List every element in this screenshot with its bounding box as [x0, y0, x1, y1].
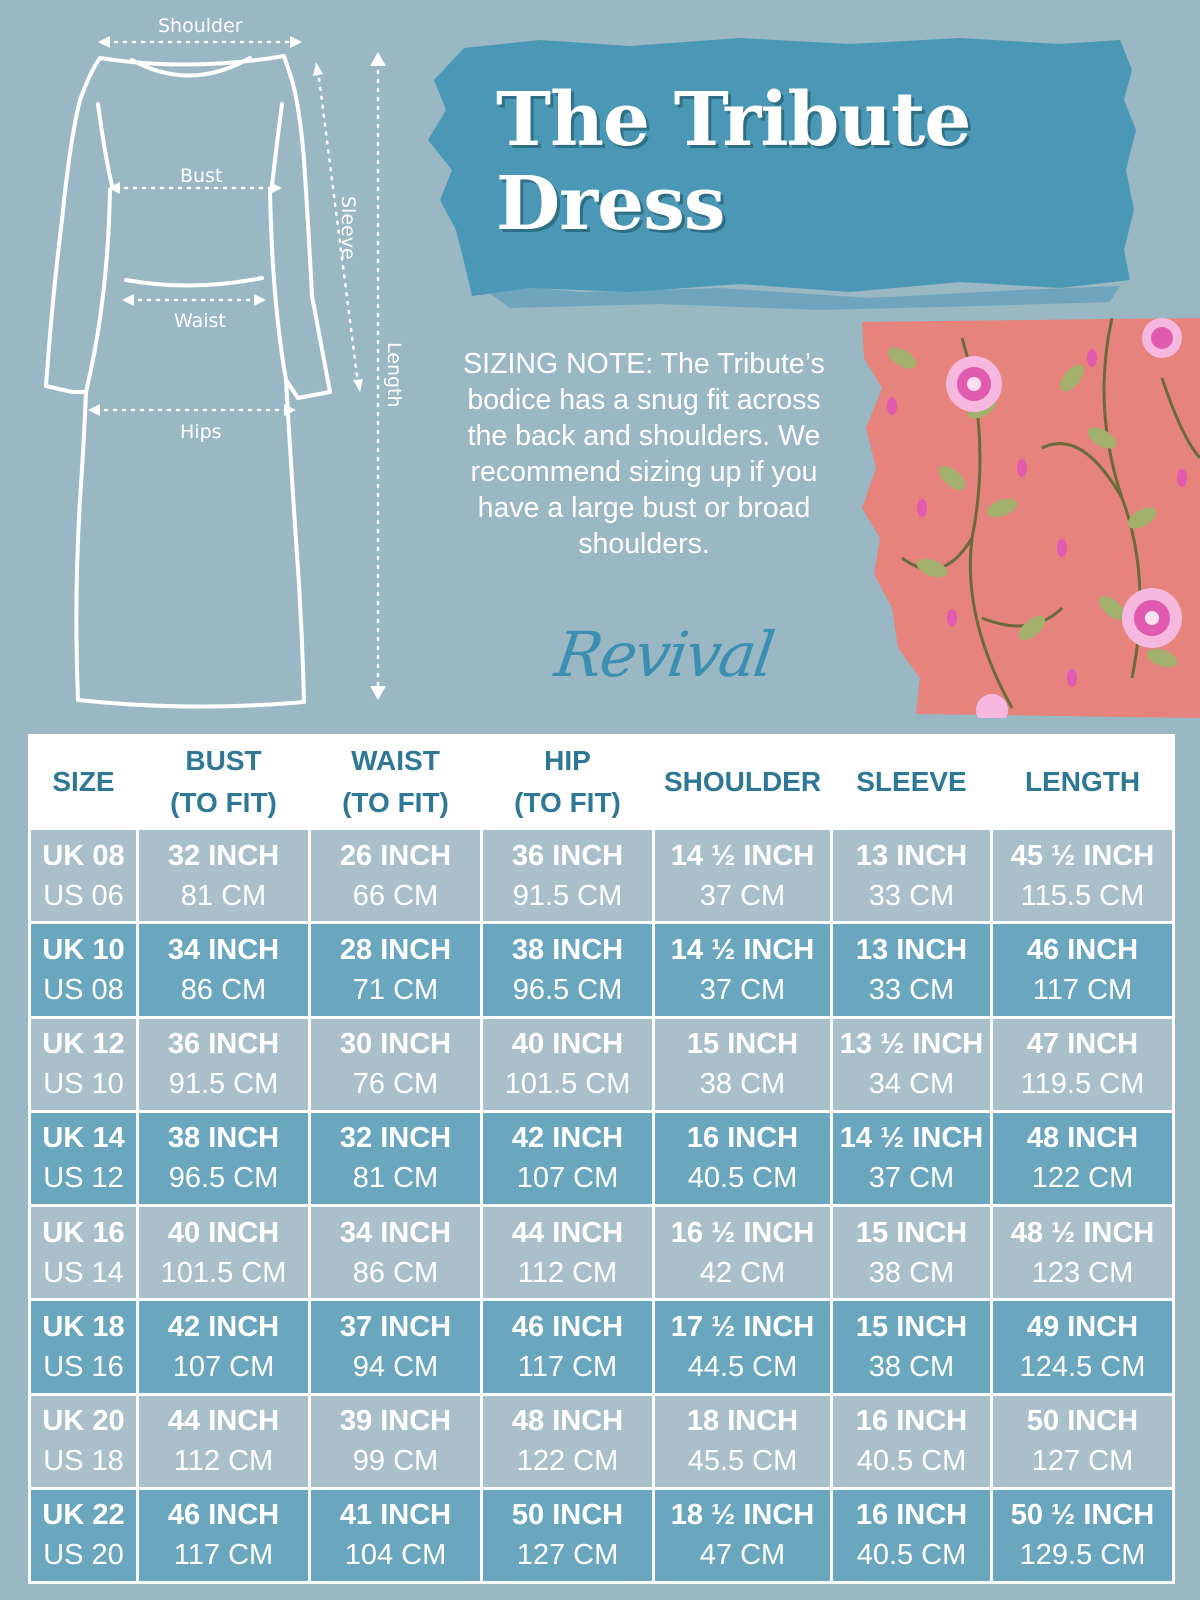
hip-header — [482, 736, 654, 829]
waist-cm: 76 CM — [352, 1068, 439, 1101]
length-cell — [992, 1206, 1174, 1300]
hip-cm: 122 CM — [516, 1445, 619, 1478]
sleeve-inch: 13 INCH — [855, 839, 968, 872]
sleeve-cm: 40.5 CM — [856, 1539, 967, 1572]
sleeve-cm: 40.5 CM — [856, 1445, 967, 1478]
shoulder-inch: 15 INCH — [686, 1028, 799, 1061]
length-cell — [992, 1111, 1174, 1205]
shoulder-cm: 44.5 CM — [687, 1350, 798, 1383]
header-label: SHOULDER — [663, 766, 822, 797]
table-body — [30, 829, 1174, 1583]
waist-cell — [310, 1111, 482, 1205]
bust-cm: 112 CM — [173, 1445, 274, 1478]
waist-cell — [310, 1206, 482, 1300]
header-label: WAIST — [351, 745, 440, 776]
right-armhole — [272, 104, 282, 186]
shoulder-inch: 16 ½ INCH — [670, 1216, 815, 1249]
length-cm: 115.5 CM — [1020, 879, 1145, 912]
length-cell — [992, 1394, 1174, 1488]
sleeve-cm: 34 CM — [868, 1068, 955, 1101]
length-cm: 129.5 CM — [1019, 1539, 1146, 1572]
header-label: (TO FIT) — [170, 787, 277, 818]
waist-label: Waist — [174, 310, 226, 332]
sleeve-cell — [832, 1206, 992, 1300]
table-row — [30, 829, 1174, 923]
sleeve-cm: 37 CM — [868, 1162, 955, 1195]
waist-inch: 26 INCH — [339, 839, 452, 872]
hip-inch: 50 INCH — [511, 1499, 624, 1532]
bust-inch: 40 INCH — [167, 1216, 280, 1249]
hip-cm: 107 CM — [516, 1162, 619, 1195]
header-label: SLEEVE — [856, 766, 967, 797]
hip-cell — [482, 1488, 654, 1582]
bust-label: Bust — [180, 165, 223, 187]
length-inch: 48 INCH — [1026, 1122, 1139, 1155]
bust-inch: 32 INCH — [167, 839, 280, 872]
sleeve-cell — [832, 829, 992, 923]
hip-cell — [482, 1017, 654, 1111]
length-label: Length — [383, 342, 405, 408]
hip-cell — [482, 829, 654, 923]
bust-cm: 91.5 CM — [168, 1068, 279, 1101]
shoulder-cm: 37 CM — [699, 973, 786, 1006]
sleeve-cell — [832, 923, 992, 1017]
hip-cm: 112 CM — [517, 1256, 618, 1289]
length-inch: 47 INCH — [1026, 1028, 1139, 1061]
header-label: HIP — [544, 745, 591, 776]
hip-inch: 38 INCH — [511, 933, 624, 966]
bust-inch: 42 INCH — [167, 1310, 280, 1343]
size-us: US 16 — [43, 1350, 124, 1383]
size-uk: UK 08 — [42, 839, 125, 872]
sleeve-inch: 13 INCH — [855, 933, 968, 966]
shoulder-inch: 16 INCH — [686, 1122, 799, 1155]
hip-inch: 42 INCH — [511, 1122, 624, 1155]
shoulder-cell — [654, 1206, 832, 1300]
bust-cm: 96.5 CM — [168, 1162, 279, 1195]
bust-inch: 36 INCH — [167, 1028, 280, 1061]
bust-cell — [138, 1206, 310, 1300]
size-cell — [30, 829, 138, 923]
hip-cm: 91.5 CM — [512, 879, 623, 912]
waist-inch: 37 INCH — [339, 1310, 452, 1343]
shoulder-inch: 14 ½ INCH — [670, 839, 815, 872]
size-uk: UK 16 — [42, 1216, 125, 1249]
shoulder-inch: 17 ½ INCH — [670, 1310, 815, 1343]
left-sleeve-inner — [86, 190, 110, 392]
hip-cm: 127 CM — [516, 1539, 619, 1572]
sleeve-cell — [832, 1111, 992, 1205]
hip-cell — [482, 923, 654, 1017]
header-label: (TO FIT) — [514, 787, 621, 818]
sleeve-cm: 33 CM — [868, 973, 955, 1006]
waist-cm: 86 CM — [352, 1256, 439, 1289]
bust-cell — [138, 1017, 310, 1111]
sleeve-cell — [832, 1488, 992, 1582]
waist-cm: 66 CM — [352, 879, 439, 912]
size-us: US 20 — [43, 1539, 124, 1572]
hip-inch: 44 INCH — [511, 1216, 624, 1249]
bust-cell — [138, 923, 310, 1017]
length-cm: 124.5 CM — [1019, 1350, 1146, 1383]
waist-inch: 41 INCH — [339, 1499, 452, 1532]
header-label: BUST — [185, 745, 262, 776]
size-us: US 18 — [43, 1445, 124, 1478]
shoulder-cm: 42 CM — [699, 1256, 786, 1289]
bust-cell — [138, 1300, 310, 1394]
hip-inch: 46 INCH — [511, 1310, 624, 1343]
length-cm: 122 CM — [1031, 1162, 1134, 1195]
sleeve-inch: 16 INCH — [855, 1405, 968, 1438]
header-label: SIZE — [52, 766, 115, 797]
bust-inch: 44 INCH — [167, 1405, 280, 1438]
shoulder-cm: 37 CM — [699, 879, 786, 912]
size-uk: UK 22 — [42, 1499, 125, 1532]
table-row — [30, 923, 1174, 1017]
sleeve-cell — [832, 1300, 992, 1394]
length-cell — [992, 923, 1174, 1017]
sleeve-inch: 14 ½ INCH — [839, 1122, 984, 1155]
waist-cell — [310, 1394, 482, 1488]
size-us: US 08 — [43, 973, 124, 1006]
hips-label: Hips — [180, 421, 222, 443]
table-row — [30, 1111, 1174, 1205]
waist-cm: 71 CM — [352, 973, 439, 1006]
length-inch: 49 INCH — [1026, 1310, 1139, 1343]
hip-cell — [482, 1394, 654, 1488]
hip-cell — [482, 1300, 654, 1394]
hip-inch: 36 INCH — [511, 839, 624, 872]
sleeve-header — [832, 736, 992, 829]
shoulder-cm: 47 CM — [699, 1539, 786, 1572]
shoulder-cell — [654, 923, 832, 1017]
length-inch: 50 INCH — [1026, 1405, 1139, 1438]
waist-cell — [310, 1488, 482, 1582]
bust-inch: 46 INCH — [167, 1499, 280, 1532]
bust-cm: 101.5 CM — [160, 1256, 287, 1289]
sleeve-cm: 38 CM — [868, 1350, 955, 1383]
waist-inch: 28 INCH — [339, 933, 452, 966]
sleeve-label: Sleeve — [337, 196, 359, 260]
size-uk: UK 18 — [42, 1310, 125, 1343]
size-uk: UK 10 — [42, 933, 125, 966]
length-cell — [992, 1017, 1174, 1111]
sleeve-inch: 13 ½ INCH — [839, 1028, 984, 1061]
bust-cell — [138, 829, 310, 923]
hip-cell — [482, 1206, 654, 1300]
table-row — [30, 1017, 1174, 1111]
bust-cell — [138, 1111, 310, 1205]
waist-cell — [310, 1017, 482, 1111]
hip-cm: 101.5 CM — [504, 1068, 631, 1101]
hip-inch: 40 INCH — [511, 1028, 624, 1061]
bust-cm: 107 CM — [172, 1350, 275, 1383]
hip-cell — [482, 1111, 654, 1205]
size-uk: UK 12 — [42, 1028, 125, 1061]
waist-inch: 34 INCH — [339, 1216, 452, 1249]
sleeve-cm: 33 CM — [868, 879, 955, 912]
length-cm: 117 CM — [1032, 973, 1133, 1006]
length-cell — [992, 829, 1174, 923]
shoulder-cell — [654, 1300, 832, 1394]
size-cell — [30, 923, 138, 1017]
table-row — [30, 1394, 1174, 1488]
size-cell — [30, 1111, 138, 1205]
bust-inch: 38 INCH — [167, 1122, 280, 1155]
sleeve-cell — [832, 1017, 992, 1111]
page-title — [496, 78, 1116, 246]
header-label: (TO FIT) — [342, 787, 449, 818]
waist-cell — [310, 1300, 482, 1394]
bust-cm: 117 CM — [173, 1539, 274, 1572]
sleeve-cell — [832, 1394, 992, 1488]
size-cell — [30, 1300, 138, 1394]
waist-cm: 99 CM — [352, 1445, 439, 1478]
fabric-swatch — [862, 318, 1200, 718]
waist-cm: 81 CM — [352, 1162, 439, 1195]
left-armhole — [98, 104, 112, 186]
table-row — [30, 1300, 1174, 1394]
waist-cm: 104 CM — [344, 1539, 447, 1572]
size-header — [30, 736, 138, 829]
shoulder-inch: 18 ½ INCH — [670, 1499, 815, 1532]
bust-cm: 81 CM — [180, 879, 267, 912]
length-cell — [992, 1488, 1174, 1582]
title-line-1: The Tribute — [496, 77, 971, 163]
brand-logo: Revival — [550, 618, 778, 691]
length-cell — [992, 1300, 1174, 1394]
bust-cell — [138, 1394, 310, 1488]
sizing-note: SIZING NOTE: The Tribute’s bodice has a snug fit across the back and shoulders. We recommend sizing up if you have a large bust or broad shoulders. — [463, 348, 825, 560]
size-us: US 14 — [43, 1256, 124, 1289]
size-cell — [30, 1206, 138, 1300]
sleeve-inch: 16 INCH — [855, 1499, 968, 1532]
waist-inch: 30 INCH — [339, 1028, 452, 1061]
shoulder-cm: 45.5 CM — [687, 1445, 798, 1478]
waist-cell — [310, 923, 482, 1017]
size-cell — [30, 1488, 138, 1582]
size-uk: UK 14 — [42, 1122, 125, 1155]
shoulder-inch: 18 INCH — [686, 1405, 799, 1438]
waist-header — [310, 736, 482, 829]
shoulder-header — [654, 736, 832, 829]
shoulder-cell — [654, 1488, 832, 1582]
right-sleeve-inner — [270, 190, 286, 380]
size-chart-table — [28, 734, 1175, 1584]
length-inch: 50 ½ INCH — [1010, 1499, 1155, 1532]
sleeve-cm: 38 CM — [868, 1256, 955, 1289]
length-cm: 123 CM — [1031, 1256, 1134, 1289]
bust-inch: 34 INCH — [167, 933, 280, 966]
hip-inch: 48 INCH — [511, 1405, 624, 1438]
size-us: US 12 — [43, 1162, 124, 1195]
shoulder-cell — [654, 1111, 832, 1205]
size-cell — [30, 1017, 138, 1111]
waist-inch: 39 INCH — [339, 1405, 452, 1438]
hip-cm: 96.5 CM — [512, 973, 623, 1006]
sleeve-inch: 15 INCH — [855, 1216, 968, 1249]
waist-inch: 32 INCH — [339, 1122, 452, 1155]
waist-seam — [126, 278, 262, 286]
size-uk: UK 20 — [42, 1405, 125, 1438]
table-header-row — [30, 736, 1174, 829]
shoulder-cell — [654, 829, 832, 923]
table-row — [30, 1488, 1174, 1582]
sleeve-inch: 15 INCH — [855, 1310, 968, 1343]
shoulder-label: Shoulder — [158, 15, 243, 37]
length-inch: 45 ½ INCH — [1010, 839, 1155, 872]
length-inch: 48 ½ INCH — [1010, 1216, 1155, 1249]
shoulder-cell — [654, 1017, 832, 1111]
length-cm: 127 CM — [1031, 1445, 1134, 1478]
shoulder-cm: 40.5 CM — [687, 1162, 798, 1195]
dress-measurement-diagram — [0, 0, 420, 720]
shoulder-cm: 38 CM — [699, 1068, 786, 1101]
bust-header — [138, 736, 310, 829]
header-label: LENGTH — [1024, 766, 1141, 797]
bust-cell — [138, 1488, 310, 1582]
size-us: US 06 — [43, 879, 124, 912]
length-cm: 119.5 CM — [1020, 1068, 1145, 1101]
waist-cell — [310, 829, 482, 923]
shoulder-cell — [654, 1394, 832, 1488]
waist-cm: 94 CM — [352, 1350, 439, 1383]
length-header — [992, 736, 1174, 829]
length-inch: 46 INCH — [1026, 933, 1139, 966]
hip-cm: 117 CM — [517, 1350, 618, 1383]
table-row — [30, 1206, 1174, 1300]
bust-cm: 86 CM — [180, 973, 267, 1006]
title-line-2: Dress — [496, 161, 725, 247]
size-us: US 10 — [43, 1068, 124, 1101]
shoulder-inch: 14 ½ INCH — [670, 933, 815, 966]
size-cell — [30, 1394, 138, 1488]
